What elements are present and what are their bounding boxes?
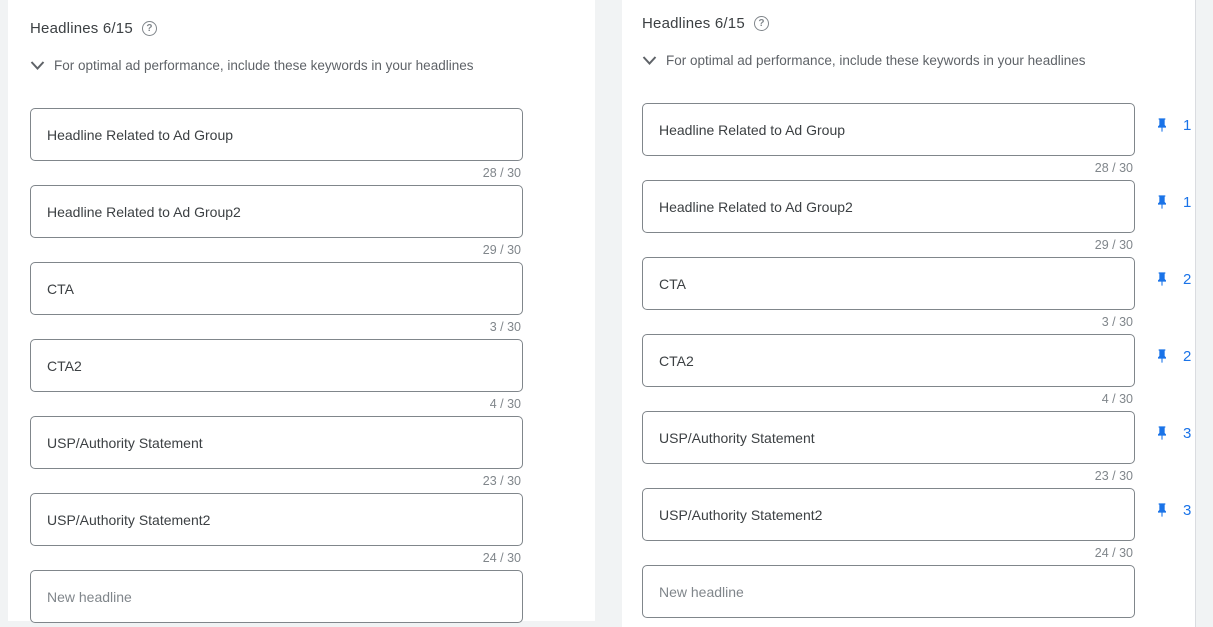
char-counter: 3 / 30 — [1101, 315, 1133, 329]
headline-input[interactable] — [642, 488, 1135, 541]
headline-row — [30, 262, 523, 315]
headline-input[interactable] — [642, 180, 1135, 233]
headline-input[interactable] — [642, 257, 1135, 310]
char-counter: 23 / 30 — [1094, 469, 1133, 483]
headline-input[interactable] — [642, 411, 1135, 464]
pin-control[interactable] — [1154, 346, 1191, 366]
pin-position: 1 — [1183, 116, 1192, 134]
headlines-panel-left — [8, 0, 595, 621]
headline-row — [30, 185, 523, 238]
char-counter: 3 / 30 — [489, 320, 521, 334]
headline-input[interactable] — [642, 103, 1135, 156]
pin-control[interactable] — [1154, 115, 1191, 135]
headline-input[interactable] — [30, 262, 523, 315]
char-counter: 28 / 30 — [1094, 161, 1133, 175]
headline-input[interactable] — [30, 493, 523, 546]
char-counter: 29 / 30 — [1094, 238, 1133, 252]
new-headline-input[interactable] — [642, 565, 1135, 618]
headline-row — [30, 339, 523, 392]
pushpin-icon — [1154, 194, 1170, 210]
pin-position: 3 — [1183, 501, 1192, 519]
headline-row — [642, 180, 1192, 233]
char-counter: 28 / 30 — [482, 166, 521, 180]
char-counter: 4 / 30 — [489, 397, 521, 411]
headline-list — [30, 108, 595, 623]
keywords-hint-row — [30, 55, 595, 75]
keywords-hint-row — [642, 50, 1195, 70]
char-counter: 23 / 30 — [482, 474, 521, 488]
new-headline-input[interactable] — [30, 570, 523, 623]
headline-row — [642, 257, 1192, 310]
panel-header — [642, 11, 1195, 35]
headline-input[interactable] — [642, 334, 1135, 387]
headline-input[interactable] — [30, 339, 523, 392]
panel-title: Headlines 6/15 — [30, 19, 133, 37]
pin-position: 2 — [1183, 347, 1192, 365]
pin-position: 1 — [1183, 193, 1192, 211]
pin-position: 2 — [1183, 270, 1192, 288]
pushpin-icon — [1154, 425, 1170, 441]
char-counter: 24 / 30 — [482, 551, 521, 565]
panel-title: Headlines 6/15 — [642, 14, 745, 32]
headline-row — [30, 493, 523, 546]
pushpin-icon — [1154, 271, 1170, 287]
pin-control[interactable] — [1154, 500, 1191, 520]
keywords-hint: For optimal ad performance, include these keywords in your headlines — [54, 57, 474, 73]
keywords-hint: For optimal ad performance, include these keywords in your headlines — [666, 52, 1086, 68]
panel-header — [30, 16, 595, 40]
headline-list — [642, 103, 1195, 618]
headline-input[interactable] — [30, 108, 523, 161]
pin-control[interactable] — [1154, 423, 1191, 443]
pushpin-icon — [1154, 117, 1170, 133]
headline-row — [30, 108, 523, 161]
headline-row — [30, 570, 523, 623]
pushpin-icon — [1154, 502, 1170, 518]
pushpin-icon — [1154, 348, 1170, 364]
char-counter: 29 / 30 — [482, 243, 521, 257]
headline-input[interactable] — [30, 416, 523, 469]
pin-position: 3 — [1183, 424, 1192, 442]
headline-row — [642, 565, 1135, 618]
headline-row — [642, 411, 1192, 464]
pin-control[interactable] — [1154, 269, 1191, 289]
pin-control[interactable] — [1154, 192, 1191, 212]
chevron-down-icon[interactable] — [30, 61, 45, 70]
headline-row — [642, 488, 1192, 541]
headlines-panel-right — [622, 0, 1196, 627]
help-icon[interactable]: ? — [754, 16, 769, 31]
help-icon[interactable]: ? — [142, 21, 157, 36]
char-counter: 4 / 30 — [1101, 392, 1133, 406]
headline-row — [642, 334, 1192, 387]
headline-row — [642, 103, 1192, 156]
chevron-down-icon[interactable] — [642, 56, 657, 65]
char-counter: 24 / 30 — [1094, 546, 1133, 560]
headline-row — [30, 416, 523, 469]
headline-input[interactable] — [30, 185, 523, 238]
